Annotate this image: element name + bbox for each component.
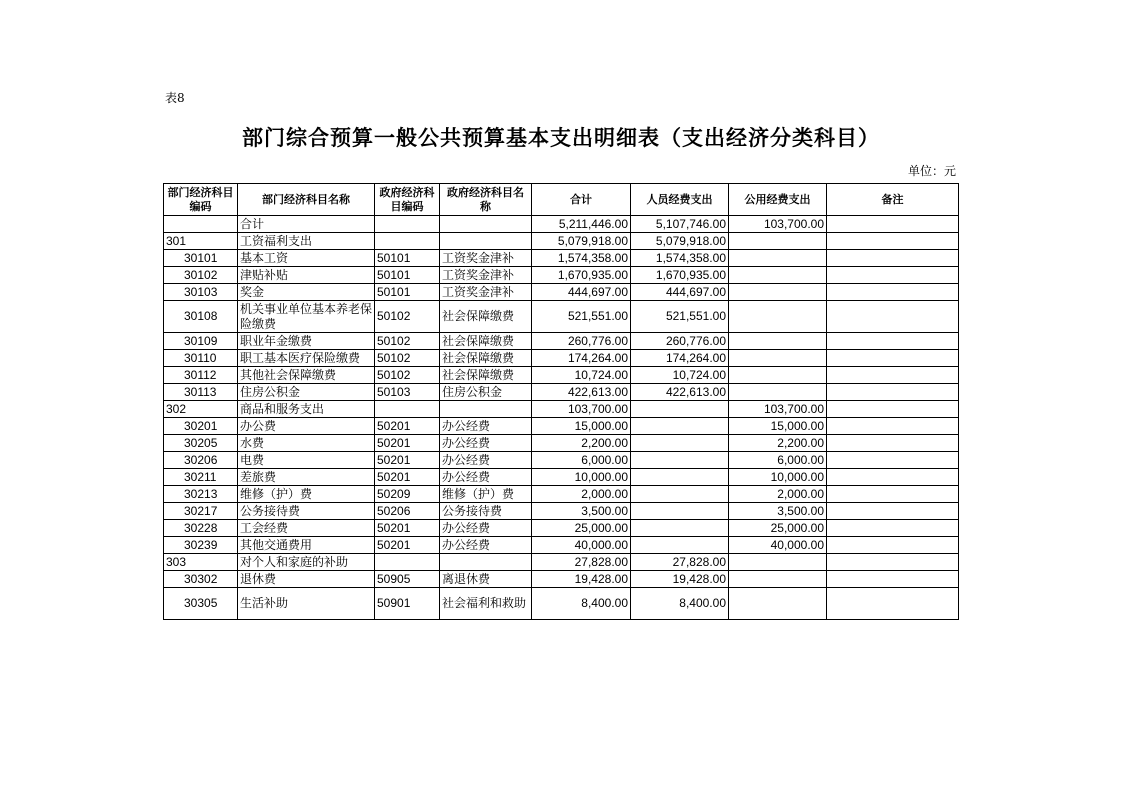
table-row <box>164 571 959 588</box>
cell-note <box>827 333 959 350</box>
table-row <box>164 435 959 452</box>
cell-personnel: 521,551.00 <box>631 301 729 333</box>
cell-public <box>729 571 827 588</box>
table-row <box>164 267 959 284</box>
cell-dept-code: 30302 <box>164 571 238 588</box>
cell-dept-name: 职工基本医疗保险缴费 <box>238 350 375 367</box>
cell-gov-code: 50209 <box>375 486 440 503</box>
cell-gov-name: 社会保障缴费 <box>440 301 532 333</box>
unit-label: 单位：元 <box>907 164 956 178</box>
header-gov-name: 政府经济科目名称 <box>440 184 532 216</box>
table-row <box>164 216 959 233</box>
cell-dept-code: 30213 <box>164 486 238 503</box>
cell-personnel <box>631 486 729 503</box>
cell-note <box>827 384 959 401</box>
header-dept-name: 部门经济科目名称 <box>238 184 375 216</box>
cell-gov-code: 50201 <box>375 452 440 469</box>
cell-dept-name: 办公费 <box>238 418 375 435</box>
cell-public <box>729 367 827 384</box>
table-row <box>164 401 959 418</box>
cell-gov-name: 办公经费 <box>440 418 532 435</box>
table-row <box>164 350 959 367</box>
cell-public <box>729 588 827 620</box>
cell-gov-name: 住房公积金 <box>440 384 532 401</box>
page-title: 部门综合预算一般公共预算基本支出明细表（支出经济分类科目） <box>242 126 880 150</box>
cell-dept-name: 其他社会保障缴费 <box>238 367 375 384</box>
cell-gov-name: 办公经费 <box>440 520 532 537</box>
table-row <box>164 284 959 301</box>
cell-personnel <box>631 469 729 486</box>
cell-public <box>729 301 827 333</box>
cell-gov-code <box>375 233 440 250</box>
cell-gov-code <box>375 401 440 418</box>
cell-note <box>827 554 959 571</box>
cell-gov-code: 50201 <box>375 520 440 537</box>
cell-dept-code: 30201 <box>164 418 238 435</box>
cell-personnel <box>631 452 729 469</box>
cell-dept-code: 30217 <box>164 503 238 520</box>
cell-personnel <box>631 520 729 537</box>
cell-personnel: 1,670,935.00 <box>631 267 729 284</box>
cell-dept-code: 302 <box>164 401 238 418</box>
cell-gov-code: 50201 <box>375 469 440 486</box>
table-row <box>164 418 959 435</box>
cell-gov-code: 50901 <box>375 588 440 620</box>
cell-note <box>827 367 959 384</box>
cell-dept-code: 30205 <box>164 435 238 452</box>
cell-total: 1,574,358.00 <box>532 250 631 267</box>
cell-personnel: 5,079,918.00 <box>631 233 729 250</box>
cell-public <box>729 333 827 350</box>
cell-gov-name: 社会保障缴费 <box>440 350 532 367</box>
cell-public: 15,000.00 <box>729 418 827 435</box>
cell-dept-code: 303 <box>164 554 238 571</box>
cell-total: 2,200.00 <box>532 435 631 452</box>
cell-note <box>827 503 959 520</box>
cell-gov-name: 办公经费 <box>440 469 532 486</box>
cell-total: 10,724.00 <box>532 367 631 384</box>
cell-total: 3,500.00 <box>532 503 631 520</box>
cell-note <box>827 301 959 333</box>
cell-dept-code: 30110 <box>164 350 238 367</box>
cell-public <box>729 267 827 284</box>
expenditure-table <box>163 183 959 620</box>
cell-gov-name: 社会福利和救助 <box>440 588 532 620</box>
header-gov-code: 政府经济科目编码 <box>375 184 440 216</box>
cell-gov-name <box>440 401 532 418</box>
cell-note <box>827 486 959 503</box>
cell-total: 19,428.00 <box>532 571 631 588</box>
cell-total: 444,697.00 <box>532 284 631 301</box>
cell-dept-code: 30112 <box>164 367 238 384</box>
cell-dept-name: 对个人和家庭的补助 <box>238 554 375 571</box>
cell-gov-code <box>375 554 440 571</box>
cell-personnel <box>631 418 729 435</box>
cell-total: 10,000.00 <box>532 469 631 486</box>
cell-dept-code: 30305 <box>164 588 238 620</box>
table-row <box>164 554 959 571</box>
cell-public: 103,700.00 <box>729 401 827 418</box>
table-row <box>164 333 959 350</box>
cell-public: 6,000.00 <box>729 452 827 469</box>
cell-note <box>827 284 959 301</box>
table-row <box>164 367 959 384</box>
cell-public <box>729 350 827 367</box>
cell-total: 1,670,935.00 <box>532 267 631 284</box>
cell-dept-name: 职业年金缴费 <box>238 333 375 350</box>
cell-dept-name: 其他交通费用 <box>238 537 375 554</box>
cell-dept-code: 30109 <box>164 333 238 350</box>
cell-total: 174,264.00 <box>532 350 631 367</box>
cell-gov-code: 50103 <box>375 384 440 401</box>
table-row <box>164 486 959 503</box>
cell-note <box>827 267 959 284</box>
cell-total: 15,000.00 <box>532 418 631 435</box>
cell-gov-code: 50101 <box>375 284 440 301</box>
cell-gov-code: 50102 <box>375 301 440 333</box>
cell-note <box>827 469 959 486</box>
cell-dept-code: 30102 <box>164 267 238 284</box>
table-body <box>164 216 959 620</box>
cell-gov-name <box>440 216 532 233</box>
cell-note <box>827 216 959 233</box>
cell-dept-name: 住房公积金 <box>238 384 375 401</box>
cell-gov-code: 50102 <box>375 333 440 350</box>
cell-dept-code: 30101 <box>164 250 238 267</box>
cell-total: 27,828.00 <box>532 554 631 571</box>
cell-gov-name: 工资奖金津补 <box>440 267 532 284</box>
cell-dept-name: 基本工资 <box>238 250 375 267</box>
cell-public: 3,500.00 <box>729 503 827 520</box>
cell-dept-code <box>164 216 238 233</box>
cell-gov-code: 50201 <box>375 435 440 452</box>
header-dept-code: 部门经济科目编码 <box>164 184 238 216</box>
table-row <box>164 384 959 401</box>
cell-total: 521,551.00 <box>532 301 631 333</box>
cell-public <box>729 284 827 301</box>
cell-public: 2,200.00 <box>729 435 827 452</box>
cell-public: 10,000.00 <box>729 469 827 486</box>
cell-total: 103,700.00 <box>532 401 631 418</box>
cell-dept-code: 30211 <box>164 469 238 486</box>
cell-gov-code: 50101 <box>375 267 440 284</box>
cell-personnel: 260,776.00 <box>631 333 729 350</box>
cell-personnel: 444,697.00 <box>631 284 729 301</box>
table-row <box>164 469 959 486</box>
cell-note <box>827 520 959 537</box>
header-total: 合计 <box>532 184 631 216</box>
cell-dept-name: 生活补助 <box>238 588 375 620</box>
table-row <box>164 537 959 554</box>
cell-gov-code <box>375 216 440 233</box>
cell-dept-name: 工会经费 <box>238 520 375 537</box>
cell-gov-name: 社会保障缴费 <box>440 333 532 350</box>
cell-total: 260,776.00 <box>532 333 631 350</box>
cell-public <box>729 384 827 401</box>
cell-dept-code: 30239 <box>164 537 238 554</box>
cell-total: 5,211,446.00 <box>532 216 631 233</box>
cell-personnel <box>631 537 729 554</box>
cell-dept-name: 合计 <box>238 216 375 233</box>
cell-note <box>827 435 959 452</box>
cell-dept-name: 电费 <box>238 452 375 469</box>
table-row <box>164 250 959 267</box>
cell-dept-code: 30108 <box>164 301 238 333</box>
cell-public <box>729 554 827 571</box>
cell-gov-name: 工资奖金津补 <box>440 284 532 301</box>
cell-gov-code: 50102 <box>375 350 440 367</box>
cell-total: 5,079,918.00 <box>532 233 631 250</box>
cell-gov-name <box>440 233 532 250</box>
cell-dept-name: 退休费 <box>238 571 375 588</box>
cell-note <box>827 418 959 435</box>
cell-dept-code: 30228 <box>164 520 238 537</box>
cell-public: 103,700.00 <box>729 216 827 233</box>
cell-total: 422,613.00 <box>532 384 631 401</box>
cell-gov-code: 50101 <box>375 250 440 267</box>
cell-personnel: 10,724.00 <box>631 367 729 384</box>
cell-gov-name: 工资奖金津补 <box>440 250 532 267</box>
table-row <box>164 233 959 250</box>
cell-note <box>827 233 959 250</box>
table-number-label: 表8 <box>165 91 185 105</box>
cell-gov-name: 公务接待费 <box>440 503 532 520</box>
cell-personnel: 27,828.00 <box>631 554 729 571</box>
cell-dept-name: 水费 <box>238 435 375 452</box>
cell-total: 8,400.00 <box>532 588 631 620</box>
cell-gov-code: 50206 <box>375 503 440 520</box>
cell-gov-name: 社会保障缴费 <box>440 367 532 384</box>
cell-public: 25,000.00 <box>729 520 827 537</box>
cell-gov-name: 维修（护）费 <box>440 486 532 503</box>
cell-note <box>827 250 959 267</box>
cell-personnel <box>631 401 729 418</box>
cell-dept-name: 津贴补贴 <box>238 267 375 284</box>
cell-personnel: 19,428.00 <box>631 571 729 588</box>
cell-dept-name: 工资福利支出 <box>238 233 375 250</box>
cell-public <box>729 233 827 250</box>
cell-dept-code: 301 <box>164 233 238 250</box>
cell-gov-code: 50201 <box>375 537 440 554</box>
header-note: 备注 <box>827 184 959 216</box>
cell-gov-name: 办公经费 <box>440 452 532 469</box>
cell-public <box>729 250 827 267</box>
header-public: 公用经费支出 <box>729 184 827 216</box>
cell-note <box>827 571 959 588</box>
cell-personnel <box>631 435 729 452</box>
cell-dept-name: 公务接待费 <box>238 503 375 520</box>
cell-dept-name: 机关事业单位基本养老保险缴费 <box>238 301 375 333</box>
cell-gov-code: 50102 <box>375 367 440 384</box>
cell-dept-code: 30103 <box>164 284 238 301</box>
table-row <box>164 520 959 537</box>
cell-gov-name <box>440 554 532 571</box>
cell-dept-code: 30206 <box>164 452 238 469</box>
cell-note <box>827 588 959 620</box>
cell-personnel <box>631 503 729 520</box>
cell-personnel: 1,574,358.00 <box>631 250 729 267</box>
cell-public: 2,000.00 <box>729 486 827 503</box>
cell-personnel: 8,400.00 <box>631 588 729 620</box>
table-header-row <box>164 184 959 216</box>
cell-dept-name: 差旅费 <box>238 469 375 486</box>
cell-gov-name: 办公经费 <box>440 537 532 554</box>
cell-gov-name: 办公经费 <box>440 435 532 452</box>
header-personnel: 人员经费支出 <box>631 184 729 216</box>
table-row <box>164 588 959 620</box>
table-row <box>164 503 959 520</box>
cell-dept-name: 商品和服务支出 <box>238 401 375 418</box>
cell-note <box>827 350 959 367</box>
cell-gov-code: 50201 <box>375 418 440 435</box>
cell-note <box>827 401 959 418</box>
cell-dept-code: 30113 <box>164 384 238 401</box>
table-row <box>164 452 959 469</box>
cell-dept-name: 维修（护）费 <box>238 486 375 503</box>
cell-personnel: 5,107,746.00 <box>631 216 729 233</box>
cell-dept-name: 奖金 <box>238 284 375 301</box>
cell-note <box>827 452 959 469</box>
cell-personnel: 174,264.00 <box>631 350 729 367</box>
cell-public: 40,000.00 <box>729 537 827 554</box>
cell-personnel: 422,613.00 <box>631 384 729 401</box>
cell-total: 2,000.00 <box>532 486 631 503</box>
table-row <box>164 301 959 333</box>
cell-gov-name: 离退休费 <box>440 571 532 588</box>
cell-total: 25,000.00 <box>532 520 631 537</box>
cell-total: 6,000.00 <box>532 452 631 469</box>
cell-note <box>827 537 959 554</box>
cell-total: 40,000.00 <box>532 537 631 554</box>
cell-gov-code: 50905 <box>375 571 440 588</box>
